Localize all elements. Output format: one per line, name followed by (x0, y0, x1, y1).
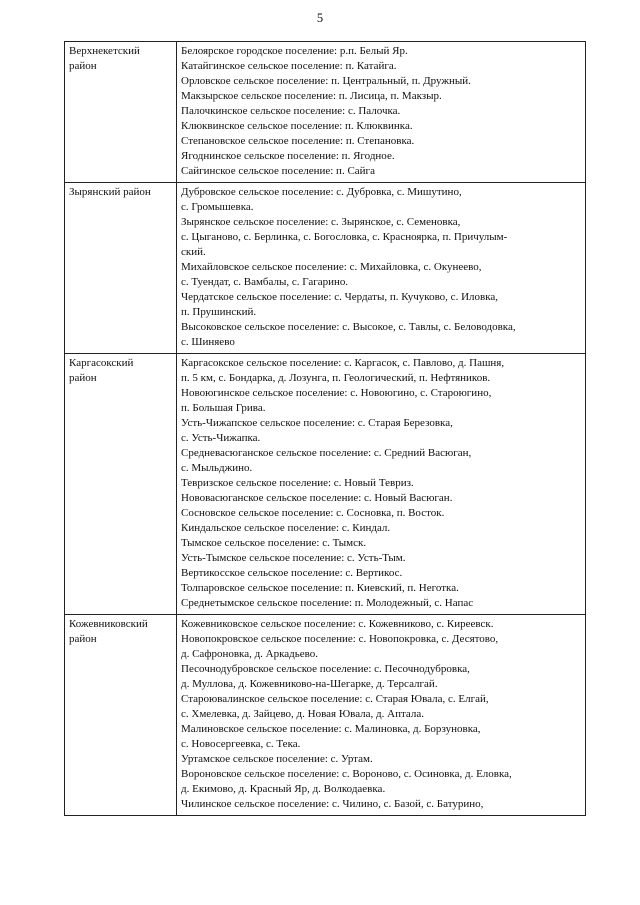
settlement-line: Староювалинское сельское поселение: с. Старая Ювала, с. Елгай, (181, 693, 489, 705)
settlement-line: Зырянское сельское поселение: с. Зырянское, с. Семеновка, (181, 216, 461, 228)
settlement-line: Тымское сельское поселение: с. Тымск. (181, 537, 367, 549)
district-name-line: Зырянский район (69, 186, 151, 198)
settlement-line: п. Прушинский. (181, 306, 257, 318)
settlement-line: с. Шиняево (181, 336, 235, 348)
settlement-line: Михайловское сельское поселение: с. Михайловка, с. Окунеево, (181, 261, 482, 273)
district-name-cell (65, 354, 177, 615)
districts-table-body (65, 42, 586, 816)
settlement-line: Усть-Чижапское сельское поселение: с. Старая Березовка, (181, 417, 453, 429)
settlement-line: Орловское сельское поселение: п. Центральный, п. Дружный. (181, 75, 471, 87)
settlement-line: с. Новосергеевка, с. Тека. (181, 738, 301, 750)
settlement-line: д. Сафроновка, д. Аркадьево. (181, 648, 319, 660)
settlement-line: Уртамское сельское поселение: с. Уртам. (181, 753, 373, 765)
settlement-line: Белоярское городское поселение: р.п. Белый Яр. (181, 45, 408, 57)
district-name-cell (65, 183, 177, 354)
settlement-line: с. Цыганово, с. Берлинка, с. Богословка, с. Красноярка, п. Причулым- (181, 231, 508, 243)
settlement-line: Средневасюганское сельское поселение: с. Средний Васюган, (181, 447, 472, 459)
settlement-line: д. Екимово, д. Красный Яр, д. Волкодаевка. (181, 783, 386, 795)
settlement-line: Катайгинское сельское поселение: п. Катайга. (181, 60, 397, 72)
settlement-line: Палочкинское сельское поселение: с. Палочка. (181, 105, 401, 117)
table-row (65, 183, 586, 354)
settlement-line: Толпаровское сельское поселение: п. Киевский, п. Неготка. (181, 582, 459, 594)
settlement-line: Высоковское сельское поселение: с. Высокое, с. Тавлы, с. Беловодовка, (181, 321, 516, 333)
settlement-line: Киндальское сельское поселение: с. Киндал. (181, 522, 391, 534)
table-row (65, 354, 586, 615)
district-name-line: район (69, 372, 97, 384)
district-name-cell (65, 615, 177, 816)
settlement-line: Тевризское сельское поселение: с. Новый Тевриз. (181, 477, 414, 489)
settlement-line: Малиновское сельское поселение: с. Малиновка, д. Борзуновка, (181, 723, 481, 735)
district-name-line: район (69, 60, 97, 72)
settlement-line: Чердатское сельское поселение: с. Чердаты, п. Кучуково, с. Иловка, (181, 291, 499, 303)
settlement-line: с. Громышевка. (181, 201, 254, 213)
settlement-line: Песочнодубровское сельское поселение: с. Песочнодубровка, (181, 663, 470, 675)
settlements-cell (177, 354, 586, 615)
settlement-line: Среднетымское сельское поселение: п. Молодежный, с. Напас (181, 597, 474, 609)
district-name-cell (65, 42, 177, 183)
table-row (65, 615, 586, 816)
settlements-cell (177, 42, 586, 183)
settlements-cell (177, 615, 586, 816)
settlement-line: Вороновское сельское поселение: с. Вороново, с. Осиновка, д. Еловка, (181, 768, 512, 780)
settlement-line: Ягоднинское сельское поселение: п. Ягодное. (181, 150, 395, 162)
settlement-line: Клюквинское сельское поселение: п. Клюквинка. (181, 120, 413, 132)
settlement-line: Усть-Тымское сельское поселение: с. Усть-Тым. (181, 552, 406, 564)
settlement-line: Новоюгинское сельское поселение: с. Новоюгино, с. Староюгино, (181, 387, 492, 399)
settlement-line: Сосновское сельское поселение: с. Сосновка, п. Восток. (181, 507, 445, 519)
settlement-line: Кожевниковское сельское поселение: с. Кожевниково, с. Киреевск. (181, 618, 494, 630)
district-name-line: Каргасокский (69, 357, 134, 369)
district-name-line: Кожевниковский (69, 618, 148, 630)
district-name-line: Верхнекетский (69, 45, 140, 57)
settlement-line: Нововасюганское сельское поселение: с. Новый Васюган. (181, 492, 453, 504)
page-number: 5 (316, 11, 324, 25)
settlement-line: Новопокровское сельское поселение: с. Новопокровка, с. Десятово, (181, 633, 499, 645)
settlement-line: с. Туендат, с. Вамбалы, с. Гагарино. (181, 276, 349, 288)
settlement-line: с. Усть-Чижапка. (181, 432, 261, 444)
table-row (65, 42, 586, 183)
settlement-line: Степановское сельское поселение: п. Степановка. (181, 135, 415, 147)
settlement-line: п. 5 км, с. Бондарка, д. Лозунга, п. Геологический, п. Нефтяников. (181, 372, 491, 384)
settlements-cell (177, 183, 586, 354)
district-name-line: район (69, 633, 97, 645)
settlement-line: с. Мыльджино. (181, 462, 253, 474)
settlement-line: Каргасокское сельское поселение: с. Каргасок, с. Павлово, д. Пашня, (181, 357, 505, 369)
settlement-line: Чилинское сельское поселение: с. Чилино, с. Базой, с. Батурино, (181, 798, 484, 810)
settlement-line: д. Муллова, д. Кожевниково-на-Шегарке, д. Терсалгай. (181, 678, 438, 690)
settlement-line: с. Хмелевка, д. Зайцево, д. Новая Ювала, д. Аптала. (181, 708, 425, 720)
settlement-line: Дубровское сельское поселение: с. Дубровка, с. Мишутино, (181, 186, 462, 198)
settlement-line: Макзырское сельское поселение: п. Лисица, п. Макзыр. (181, 90, 442, 102)
settlement-line: Сайгинское сельское поселение: п. Сайга (181, 165, 375, 177)
districts-table (64, 41, 586, 816)
settlement-line: ский. (181, 246, 206, 258)
settlement-line: Вертикосское сельское поселение: с. Вертикос. (181, 567, 403, 579)
settlement-line: п. Большая Грива. (181, 402, 266, 414)
